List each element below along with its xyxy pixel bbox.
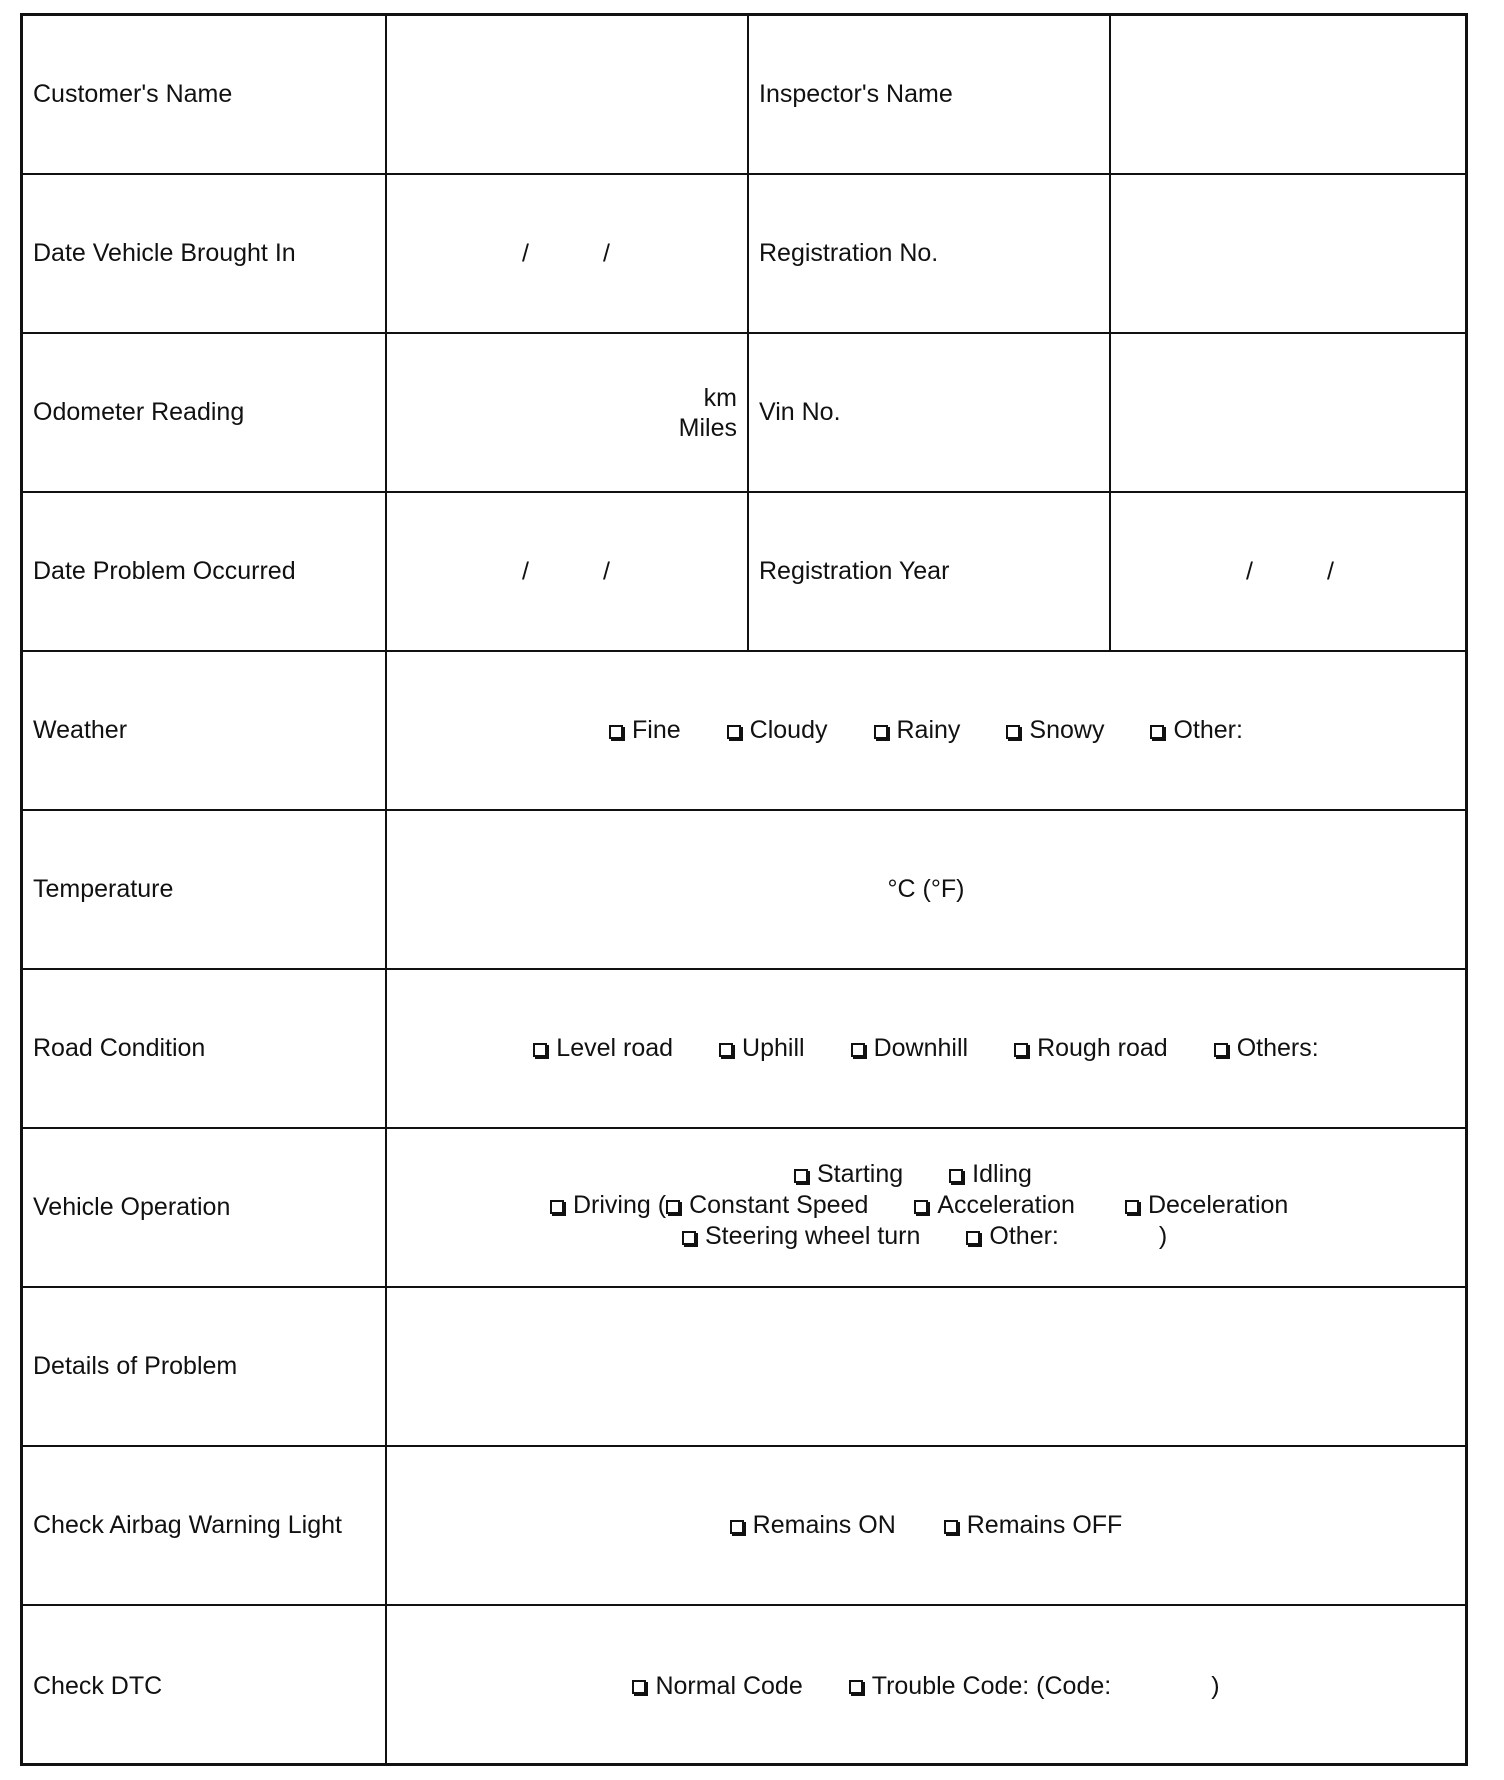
weather-option-snowy[interactable]: Snowy (1006, 716, 1104, 745)
checkbox-icon[interactable] (914, 1200, 928, 1214)
vo-option-constant-speed[interactable]: Constant Speed (666, 1191, 868, 1220)
odometer-units (679, 383, 737, 443)
road-option-downhill[interactable]: Downhill (851, 1034, 968, 1063)
airbag-option-off[interactable]: Remains OFF (944, 1511, 1123, 1540)
row-dtc (23, 1606, 1465, 1766)
dtc-options (385, 1606, 1465, 1766)
registration-year-label: Registration Year (747, 493, 1109, 650)
date-separator: / (522, 557, 529, 585)
checkbox-icon[interactable] (874, 725, 888, 739)
vo-option-deceleration[interactable]: Deceleration (1125, 1191, 1288, 1220)
unit-km: km (703, 383, 737, 412)
weather-option-rainy[interactable]: Rainy (874, 716, 961, 745)
inspector-name-field[interactable] (1109, 16, 1468, 173)
registration-year-field[interactable] (1109, 493, 1468, 650)
checkbox-icon[interactable] (949, 1169, 963, 1183)
dtc-label: Check DTC (33, 1671, 163, 1700)
checkbox-icon[interactable] (632, 1680, 646, 1694)
row-road-condition (23, 970, 1465, 1129)
road-option-others[interactable]: Others: (1214, 1034, 1319, 1063)
date-separator: / (522, 239, 529, 267)
road-option-level[interactable]: Level road (533, 1034, 673, 1063)
vo-option-starting[interactable]: Starting (794, 1160, 903, 1189)
registration-no-label: Registration No. (747, 175, 1109, 332)
checkbox-icon[interactable] (550, 1200, 564, 1214)
vo-option-other[interactable]: Other: (966, 1222, 1058, 1251)
vo-option-acceleration[interactable]: Acceleration (914, 1191, 1075, 1220)
weather-option-fine[interactable]: Fine (609, 716, 681, 745)
customer-name-label: Customer's Name (33, 80, 233, 108)
checkbox-icon[interactable] (851, 1043, 865, 1057)
checkbox-icon[interactable] (609, 725, 623, 739)
vo-option-idling[interactable]: Idling (949, 1160, 1032, 1189)
vo-line-3 (682, 1222, 1167, 1251)
vehicle-operation-label: Vehicle Operation (33, 1193, 231, 1221)
checkbox-icon[interactable] (682, 1231, 696, 1245)
unit-miles: Miles (678, 413, 737, 442)
vehicle-operation-options (385, 1129, 1465, 1286)
vo-option-steering[interactable]: Steering wheel turn (682, 1222, 920, 1251)
checkbox-icon[interactable] (730, 1520, 744, 1534)
dtc-option-trouble[interactable]: Trouble Code: (Code: ) (849, 1672, 1220, 1701)
airbag-option-on[interactable]: Remains ON (730, 1511, 896, 1540)
row-date-brought-in (23, 175, 1465, 334)
road-condition-label: Road Condition (33, 1034, 206, 1062)
row-details (23, 1288, 1465, 1447)
date-separator: / (1246, 557, 1253, 585)
airbag-label: Check Airbag Warning Light (33, 1511, 342, 1539)
weather-option-other[interactable]: Other: (1150, 716, 1242, 745)
checkbox-icon[interactable] (966, 1231, 980, 1245)
odometer-label: Odometer Reading (33, 398, 245, 426)
checkbox-icon[interactable] (719, 1043, 733, 1057)
vin-field[interactable] (1109, 334, 1468, 491)
date-separator: / (603, 557, 610, 585)
row-date-problem (23, 493, 1465, 652)
row-weather (23, 652, 1465, 811)
checkbox-icon[interactable] (533, 1043, 547, 1057)
close-paren: ) (1211, 1671, 1220, 1700)
road-option-uphill[interactable]: Uphill (719, 1034, 805, 1063)
row-odometer (23, 334, 1465, 493)
details-label: Details of Problem (33, 1352, 238, 1380)
temperature-label: Temperature (33, 875, 174, 903)
date-separator: / (1327, 557, 1334, 585)
vo-line-1 (794, 1160, 1032, 1189)
row-airbag (23, 1447, 1465, 1606)
weather-option-cloudy[interactable]: Cloudy (727, 716, 828, 745)
odometer-field[interactable] (385, 334, 747, 491)
weather-label: Weather (33, 716, 128, 744)
registration-no-field[interactable] (1109, 175, 1468, 332)
road-options (385, 970, 1465, 1127)
checkbox-icon[interactable] (727, 725, 741, 739)
temperature-field[interactable] (385, 811, 1465, 968)
customer-name-field[interactable] (385, 16, 747, 173)
checkbox-icon[interactable] (1150, 725, 1164, 739)
vin-label: Vin No. (747, 334, 1109, 491)
dtc-option-normal[interactable]: Normal Code (632, 1672, 802, 1701)
vo-option-driving[interactable]: Driving ( (550, 1191, 666, 1220)
row-vehicle-operation (23, 1129, 1465, 1288)
checkbox-icon[interactable] (849, 1680, 863, 1694)
inspector-name-label: Inspector's Name (747, 16, 1109, 173)
details-field[interactable] (385, 1288, 1465, 1445)
row-customer (23, 16, 1465, 175)
date-problem-field[interactable] (385, 493, 747, 650)
close-paren: ) (1158, 1222, 1168, 1250)
checkbox-icon[interactable] (1014, 1043, 1028, 1057)
date-separator: / (603, 239, 610, 267)
checkbox-icon[interactable] (1214, 1043, 1228, 1057)
checkbox-icon[interactable] (1006, 725, 1020, 739)
vo-line-2 (550, 1191, 1288, 1220)
road-option-rough[interactable]: Rough road (1014, 1034, 1168, 1063)
date-problem-label: Date Problem Occurred (33, 557, 296, 585)
diagnosis-form (20, 13, 1468, 1766)
date-brought-in-field[interactable] (385, 175, 747, 332)
row-temperature (23, 811, 1465, 970)
checkbox-icon[interactable] (666, 1200, 680, 1214)
checkbox-icon[interactable] (944, 1520, 958, 1534)
weather-options (385, 652, 1465, 809)
airbag-options (385, 1447, 1465, 1604)
date-brought-in-label: Date Vehicle Brought In (33, 239, 296, 267)
checkbox-icon[interactable] (1125, 1200, 1139, 1214)
temperature-unit: °C (°F) (887, 875, 965, 903)
checkbox-icon[interactable] (794, 1169, 808, 1183)
